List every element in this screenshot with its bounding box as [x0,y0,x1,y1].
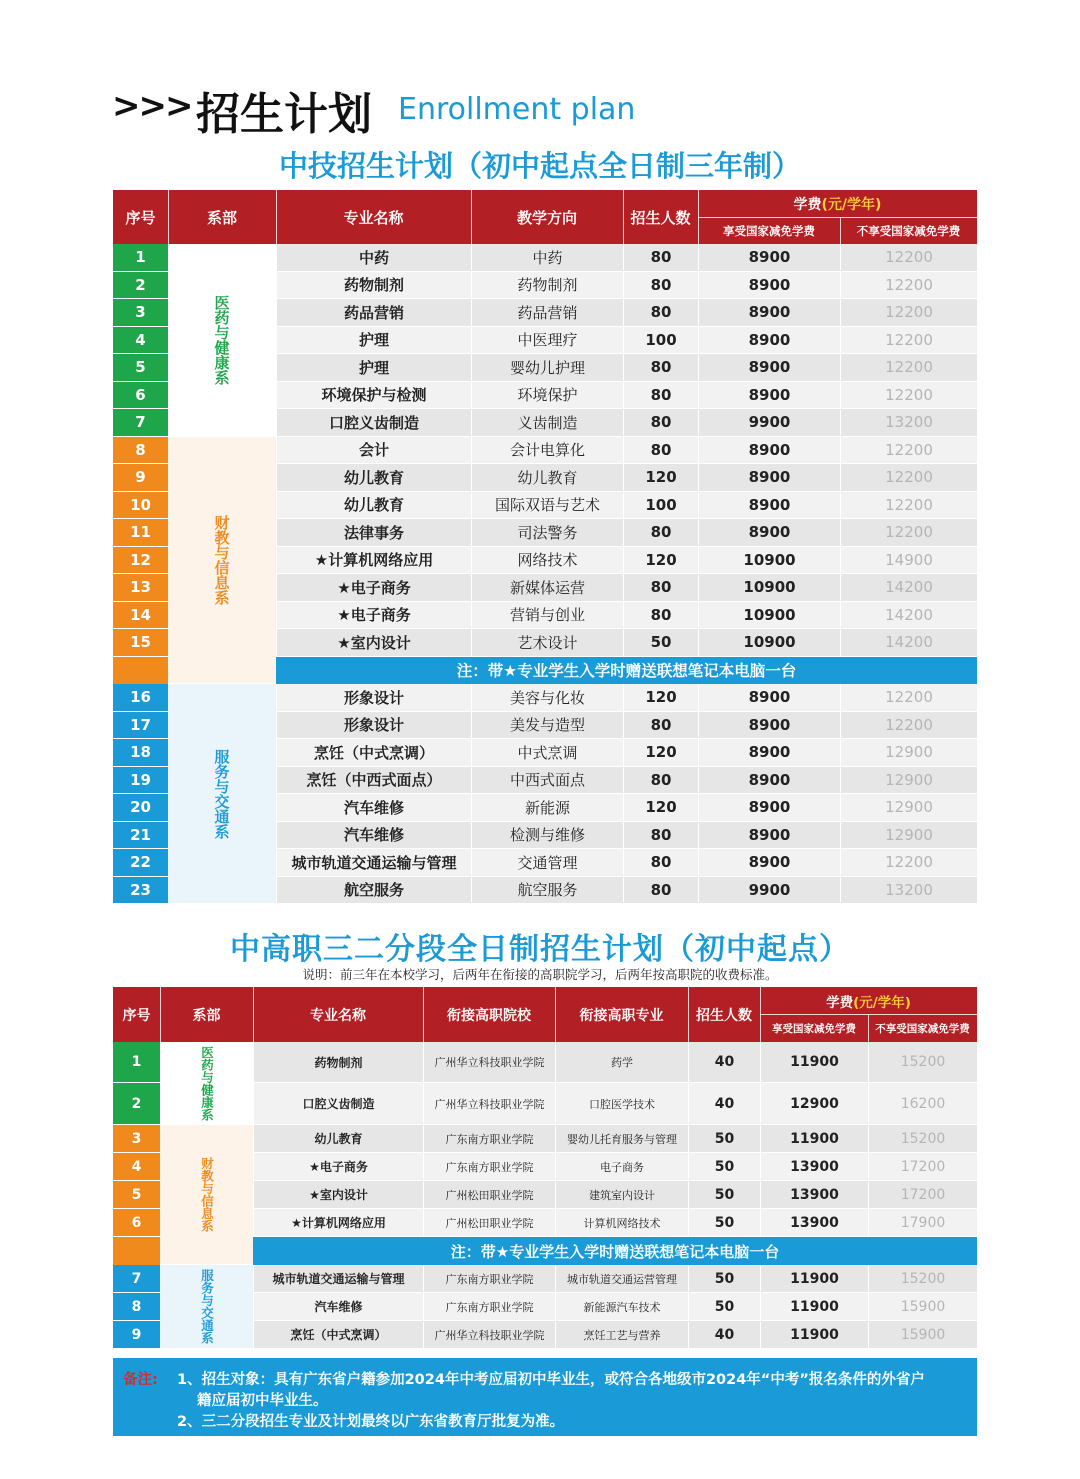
remark-box [113,1358,977,1436]
quota-cell: 40 [688,1321,760,1349]
chevrons-icon: >>> [112,86,192,126]
dept-name: 服务与交通系 [199,1269,215,1344]
row-index: 9 [113,1321,160,1349]
th2-college: 衔接高职院校 [447,1007,531,1024]
quota-cell: 80 [623,849,698,877]
college-major-cell: 婴幼儿托育服务与管理 [555,1125,688,1153]
major-cell: 护理 [276,327,471,355]
fee-without-cell: 12200 [840,382,977,410]
major-cell: ★计算机网络应用 [253,1209,423,1237]
quota-cell: 50 [688,1153,760,1181]
major-cell: 航空服务 [276,877,471,905]
page-title-en: Enrollment plan [398,92,636,127]
laptop-gift-note: 注：带★专业学生入学时赠送联想笔记本电脑一台 [253,1237,977,1265]
th2-fee-with: 享受国家减免学费 [772,1022,856,1035]
fee-with-cell: 12900 [760,1083,868,1125]
row-index: 17 [113,712,168,740]
row-index: 14 [113,602,168,630]
fee-without-cell: 12200 [840,492,977,520]
fee-without-cell: 13200 [840,877,977,905]
dept-name: 财教与信息系 [199,1157,215,1232]
direction-cell: 义齿制造 [471,409,623,437]
quota-cell: 50 [688,1181,760,1209]
page-title: 招生计划 [196,89,372,140]
fee-with-cell: 8900 [698,464,840,492]
college-major-cell: 烹饪工艺与营养 [555,1321,688,1349]
fee-with-cell: 11900 [760,1321,868,1349]
row-index: 13 [113,574,168,602]
th-fee-label: 学费 [793,196,822,213]
fee-without-cell: 13200 [840,409,977,437]
quota-cell: 120 [623,739,698,767]
quota-cell: 50 [688,1125,760,1153]
row-index: 5 [113,1181,160,1209]
fee-with-cell: 9900 [698,877,840,905]
remark-line-1: 1、招生对象：具有广东省户籍参加2024年中考应届初中毕业生，或符合各地级市2024年“中考”报名条件的外省户 [177,1372,925,1388]
fee-with-cell: 13900 [760,1181,868,1209]
fee-without-cell: 12200 [840,849,977,877]
fee-without-cell: 12200 [840,299,977,327]
fee-without-cell: 15200 [868,1042,977,1083]
quota-cell: 50 [688,1265,760,1293]
th-index: 序号 [125,208,156,227]
fee-with-cell: 8900 [698,327,840,355]
index-filler [113,1237,160,1265]
major-cell: ★电子商务 [253,1153,423,1181]
quota-cell: 80 [623,712,698,740]
fee-without-cell: 15200 [868,1125,977,1153]
direction-cell: 艺术设计 [471,629,623,657]
fee-without-cell: 12200 [840,354,977,382]
th2-index: 序号 [122,1007,151,1024]
th2-quota: 招生人数 [696,1007,752,1024]
fee-with-cell: 8900 [698,794,840,822]
fee-with-cell: 13900 [760,1209,868,1237]
table1-title: 中技招生计划（初中起点全日制三年制） [278,149,801,183]
quota-cell: 80 [623,354,698,382]
enrollment-table-1 [113,190,977,907]
th-fee-without: 不享受国家减免学费 [856,223,961,238]
row-index: 11 [113,519,168,547]
th-direction: 教学方向 [516,208,577,227]
th-fee [698,190,977,217]
table1-header [113,190,977,244]
fee-without-cell: 15900 [868,1293,977,1321]
dept-name: 医药与健康系 [199,1045,215,1121]
major-cell: 烹饪（中式烹调） [276,739,471,767]
major-cell: 幼儿教育 [276,464,471,492]
fee-without-cell: 14200 [840,602,977,630]
table2-title: 中高职三二分段全日制招生计划（初中起点） [230,932,850,967]
fee-with-cell: 8900 [698,767,840,795]
fee-without-cell: 15900 [868,1321,977,1349]
direction-cell: 新媒体运营 [471,574,623,602]
major-cell: 烹饪（中式烹调） [253,1321,423,1349]
quota-cell: 100 [623,492,698,520]
major-cell: 烹饪（中西式面点） [276,767,471,795]
major-cell: 形象设计 [276,684,471,712]
quota-cell: 120 [623,794,698,822]
quota-cell: 80 [623,244,698,272]
row-index: 5 [113,354,168,382]
row-index: 20 [113,794,168,822]
direction-cell: 美发与造型 [471,712,623,740]
direction-cell: 营销与创业 [471,602,623,630]
fee-with-cell: 10900 [698,574,840,602]
fee-without-cell: 14200 [840,629,977,657]
quota-cell: 80 [623,822,698,850]
college-major-cell: 新能源汽车技术 [555,1293,688,1321]
row-index: 22 [113,849,168,877]
direction-cell: 司法警务 [471,519,623,547]
quota-cell: 50 [688,1209,760,1237]
index-filler [113,657,168,685]
fee-without-cell: 12200 [840,519,977,547]
major-cell: 城市轨道交通运输与管理 [253,1265,423,1293]
quota-cell: 80 [623,409,698,437]
fee-with-cell: 8900 [698,299,840,327]
quota-cell: 80 [623,767,698,795]
row-index: 4 [113,327,168,355]
quota-cell: 80 [623,519,698,547]
direction-cell: 药物制剂 [471,272,623,300]
row-index: 23 [113,877,168,905]
college-cell: 广州松田职业学院 [423,1181,555,1209]
fee-without-cell: 12900 [840,739,977,767]
major-cell: 药品营销 [276,299,471,327]
fee-with-cell: 9900 [698,409,840,437]
fee-without-cell: 14900 [840,547,977,575]
th2-fee [760,987,977,1014]
college-major-cell: 药学 [555,1042,688,1083]
quota-cell: 80 [623,602,698,630]
direction-cell: 幼儿教育 [471,464,623,492]
direction-cell: 中药 [471,244,623,272]
fee-with-cell: 11900 [760,1042,868,1083]
major-cell: 药物制剂 [253,1042,423,1083]
dept-name: 财教与信息系 [212,514,231,605]
major-cell: 幼儿教育 [253,1125,423,1153]
table2-header [113,987,977,1042]
fee-with-cell: 11900 [760,1265,868,1293]
row-index: 7 [113,1265,160,1293]
major-cell: 口腔义齿制造 [253,1083,423,1125]
th2-fee-without: 不享受国家减免学费 [875,1022,970,1035]
major-cell: 会计 [276,437,471,465]
fee-without-cell: 12200 [840,244,977,272]
dept-name: 医药与健康系 [212,294,231,385]
row-index: 9 [113,464,168,492]
college-major-cell: 计算机网络技术 [555,1209,688,1237]
major-cell: 药物制剂 [276,272,471,300]
direction-cell: 检测与维修 [471,822,623,850]
direction-cell: 美容与化妆 [471,684,623,712]
direction-cell: 中医理疗 [471,327,623,355]
college-major-cell: 口腔医学技术 [555,1083,688,1125]
college-cell: 广州松田职业学院 [423,1209,555,1237]
remark-line-2: 2、三二分段招生专业及计划最终以广东省教育厅批复为准。 [177,1414,565,1430]
major-cell: 汽车维修 [276,794,471,822]
quota-cell: 80 [623,877,698,905]
fee-without-cell: 15200 [868,1265,977,1293]
fee-with-cell: 10900 [698,547,840,575]
major-cell: 环境保护与检测 [276,382,471,410]
college-cell: 广州华立科技职业学院 [423,1083,555,1125]
row-index: 8 [113,1293,160,1321]
fee-without-cell: 17900 [868,1209,977,1237]
row-index: 16 [113,684,168,712]
th2-fee-unit: (元/学年) [853,994,911,1011]
major-cell: 中药 [276,244,471,272]
fee-with-cell: 8900 [698,492,840,520]
major-cell: 汽车维修 [253,1293,423,1321]
fee-with-cell: 8900 [698,849,840,877]
direction-cell: 交通管理 [471,849,623,877]
fee-with-cell: 8900 [698,739,840,767]
direction-cell: 会计电算化 [471,437,623,465]
college-cell: 广东南方职业学院 [423,1293,555,1321]
major-cell: 护理 [276,354,471,382]
quota-cell: 40 [688,1042,760,1083]
major-cell: 幼儿教育 [276,492,471,520]
fee-with-cell: 8900 [698,437,840,465]
fee-without-cell: 12900 [840,767,977,795]
college-major-cell: 建筑室内设计 [555,1181,688,1209]
fee-with-cell: 8900 [698,354,840,382]
major-cell: 法律事务 [276,519,471,547]
remark-line-1b: 籍应届初中毕业生。 [197,1393,328,1409]
major-cell: ★电子商务 [276,574,471,602]
fee-with-cell: 11900 [760,1125,868,1153]
fee-without-cell: 12200 [840,272,977,300]
fee-with-cell: 8900 [698,822,840,850]
fee-without-cell: 17200 [868,1181,977,1209]
table2-subnote: 说明：前三年在本校学习，后两年在衔接的高职院学习，后两年按高职院的收费标准。 [302,967,778,982]
direction-cell: 环境保护 [471,382,623,410]
row-index: 4 [113,1153,160,1181]
dept-cell [168,684,276,904]
quota-cell: 120 [623,547,698,575]
quota-cell: 80 [623,299,698,327]
direction-cell: 新能源 [471,794,623,822]
row-index: 15 [113,629,168,657]
fee-with-cell: 8900 [698,684,840,712]
fee-without-cell: 12200 [840,712,977,740]
fee-without-cell: 12200 [840,684,977,712]
row-index: 1 [113,1042,160,1083]
dept-cell [168,244,276,437]
quota-cell: 50 [688,1293,760,1321]
fee-without-cell: 16200 [868,1083,977,1125]
fee-without-cell: 17200 [868,1153,977,1181]
quota-cell: 40 [688,1083,760,1125]
row-index: 3 [113,299,168,327]
major-cell: ★电子商务 [276,602,471,630]
major-cell: 形象设计 [276,712,471,740]
college-cell: 广东南方职业学院 [423,1265,555,1293]
th-dept: 系部 [206,208,237,227]
th2-college-major: 衔接高职专业 [579,1007,664,1024]
quota-cell: 120 [623,684,698,712]
th2-fee-label: 学费 [826,994,854,1011]
quota-cell: 80 [623,437,698,465]
major-cell: ★室内设计 [276,629,471,657]
th-major: 专业名称 [343,208,404,227]
fee-without-cell: 12200 [840,437,977,465]
college-cell: 广州华立科技职业学院 [423,1042,555,1083]
fee-with-cell: 8900 [698,519,840,547]
college-major-cell: 电子商务 [555,1153,688,1181]
fee-with-cell: 13900 [760,1153,868,1181]
direction-cell: 网络技术 [471,547,623,575]
quota-cell: 120 [623,464,698,492]
major-cell: 城市轨道交通运输与管理 [276,849,471,877]
row-index: 3 [113,1125,160,1153]
th2-dept: 系部 [192,1007,221,1024]
fee-without-cell: 14200 [840,574,977,602]
dept-cell [160,1125,253,1265]
major-cell: 汽车维修 [276,822,471,850]
fee-with-cell: 8900 [698,272,840,300]
direction-cell: 中西式面点 [471,767,623,795]
major-cell: 口腔义齿制造 [276,409,471,437]
quota-cell: 80 [623,382,698,410]
row-index: 6 [113,1209,160,1237]
row-index: 2 [113,272,168,300]
row-index: 6 [113,382,168,410]
remark-label: 备注: [123,1372,158,1388]
college-major-cell: 城市轨道交通运营管理 [555,1265,688,1293]
row-index: 8 [113,437,168,465]
th-quota: 招生人数 [630,208,691,227]
th-fee-unit: (元/学年) [821,196,882,213]
dept-cell [160,1265,253,1349]
fee-with-cell: 10900 [698,602,840,630]
dept-cell [160,1042,253,1125]
th-fee-with: 享受国家减免学费 [723,223,815,238]
dept-cell [168,437,276,685]
major-cell: ★室内设计 [253,1181,423,1209]
direction-cell: 航空服务 [471,877,623,905]
fee-with-cell: 10900 [698,629,840,657]
row-index: 2 [113,1083,160,1125]
fee-without-cell: 12900 [840,794,977,822]
row-index: 10 [113,492,168,520]
dept-name: 服务与交通系 [212,748,231,839]
fee-without-cell: 12900 [840,822,977,850]
row-index: 21 [113,822,168,850]
th2-major: 专业名称 [310,1007,366,1024]
row-index: 19 [113,767,168,795]
direction-cell: 婴幼儿护理 [471,354,623,382]
major-cell: ★计算机网络应用 [276,547,471,575]
direction-cell: 药品营销 [471,299,623,327]
quota-cell: 80 [623,574,698,602]
direction-cell: 中式烹调 [471,739,623,767]
fee-with-cell: 8900 [698,382,840,410]
fee-with-cell: 8900 [698,712,840,740]
row-index: 12 [113,547,168,575]
college-cell: 广东南方职业学院 [423,1153,555,1181]
college-cell: 广东南方职业学院 [423,1125,555,1153]
quota-cell: 50 [623,629,698,657]
college-cell: 广州华立科技职业学院 [423,1321,555,1349]
fee-with-cell: 8900 [698,244,840,272]
quota-cell: 80 [623,272,698,300]
fee-without-cell: 12200 [840,464,977,492]
row-index: 1 [113,244,168,272]
row-index: 7 [113,409,168,437]
enrollment-table-2 [113,987,977,1357]
laptop-gift-note: 注：带★专业学生入学时赠送联想笔记本电脑一台 [276,657,977,685]
quota-cell: 100 [623,327,698,355]
direction-cell: 国际双语与艺术 [471,492,623,520]
fee-without-cell: 12200 [840,327,977,355]
row-index: 18 [113,739,168,767]
fee-with-cell: 11900 [760,1293,868,1321]
